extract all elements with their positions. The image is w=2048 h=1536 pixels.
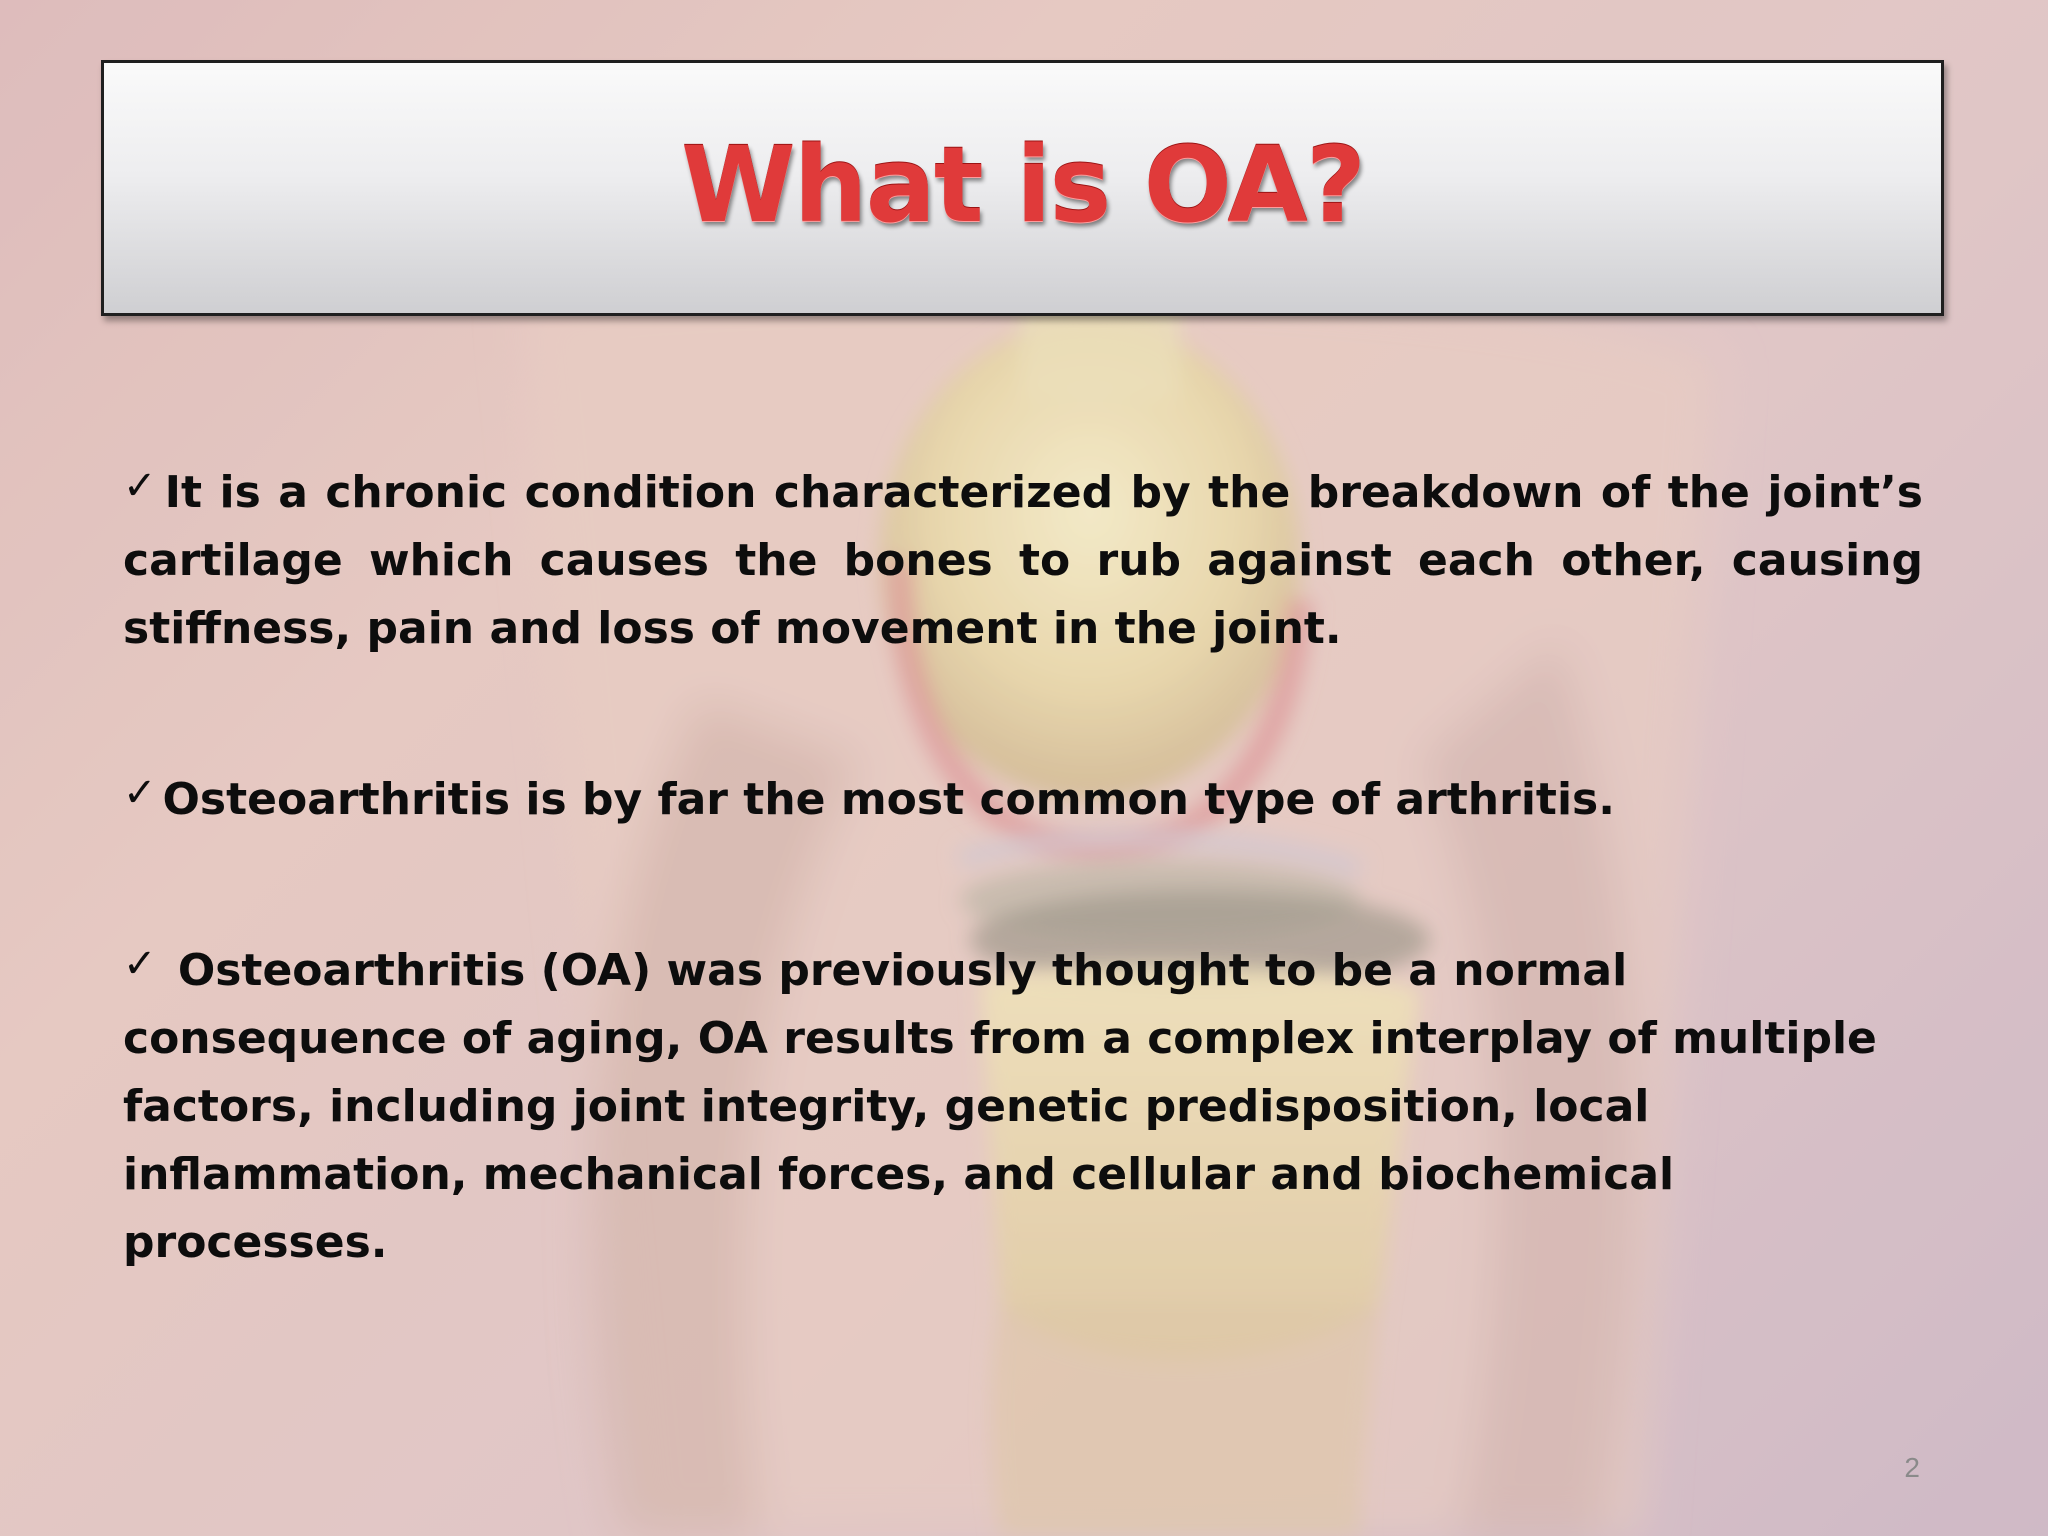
bullet-text-2: Osteoarthritis is by far the most common type of arthritis.: [162, 774, 1615, 825]
checkmark-icon: ✓: [123, 463, 159, 509]
bullet-item-3: [123, 930, 1893, 1277]
bullet-item-1: [123, 452, 1923, 663]
bullet-list: [123, 452, 1923, 1277]
title-box: [101, 60, 1944, 316]
checkmark-icon: ✓: [123, 770, 157, 816]
page-number: 2: [1904, 1452, 1920, 1483]
bullet-item-2: [123, 759, 1923, 834]
bullet-text-3: Osteoarthritis (OA) was previously thought to be a normal consequence of aging, OA results from a complex interplay of multiple factors, including joint integrity, genetic predisposition, local inflammation, mechanical forces, and cellular and biochemical processes.: [123, 945, 1893, 1268]
checkmark-icon: ✓: [123, 941, 157, 987]
bullet-text-1: It is a chronic condition characterized by the breakdown of the joint’s cartilage which causes the bones to rub against each other, causing stiffness, pain and loss of movement in the joint.: [123, 467, 1923, 654]
slide-title: What is OA?: [680, 124, 1365, 246]
